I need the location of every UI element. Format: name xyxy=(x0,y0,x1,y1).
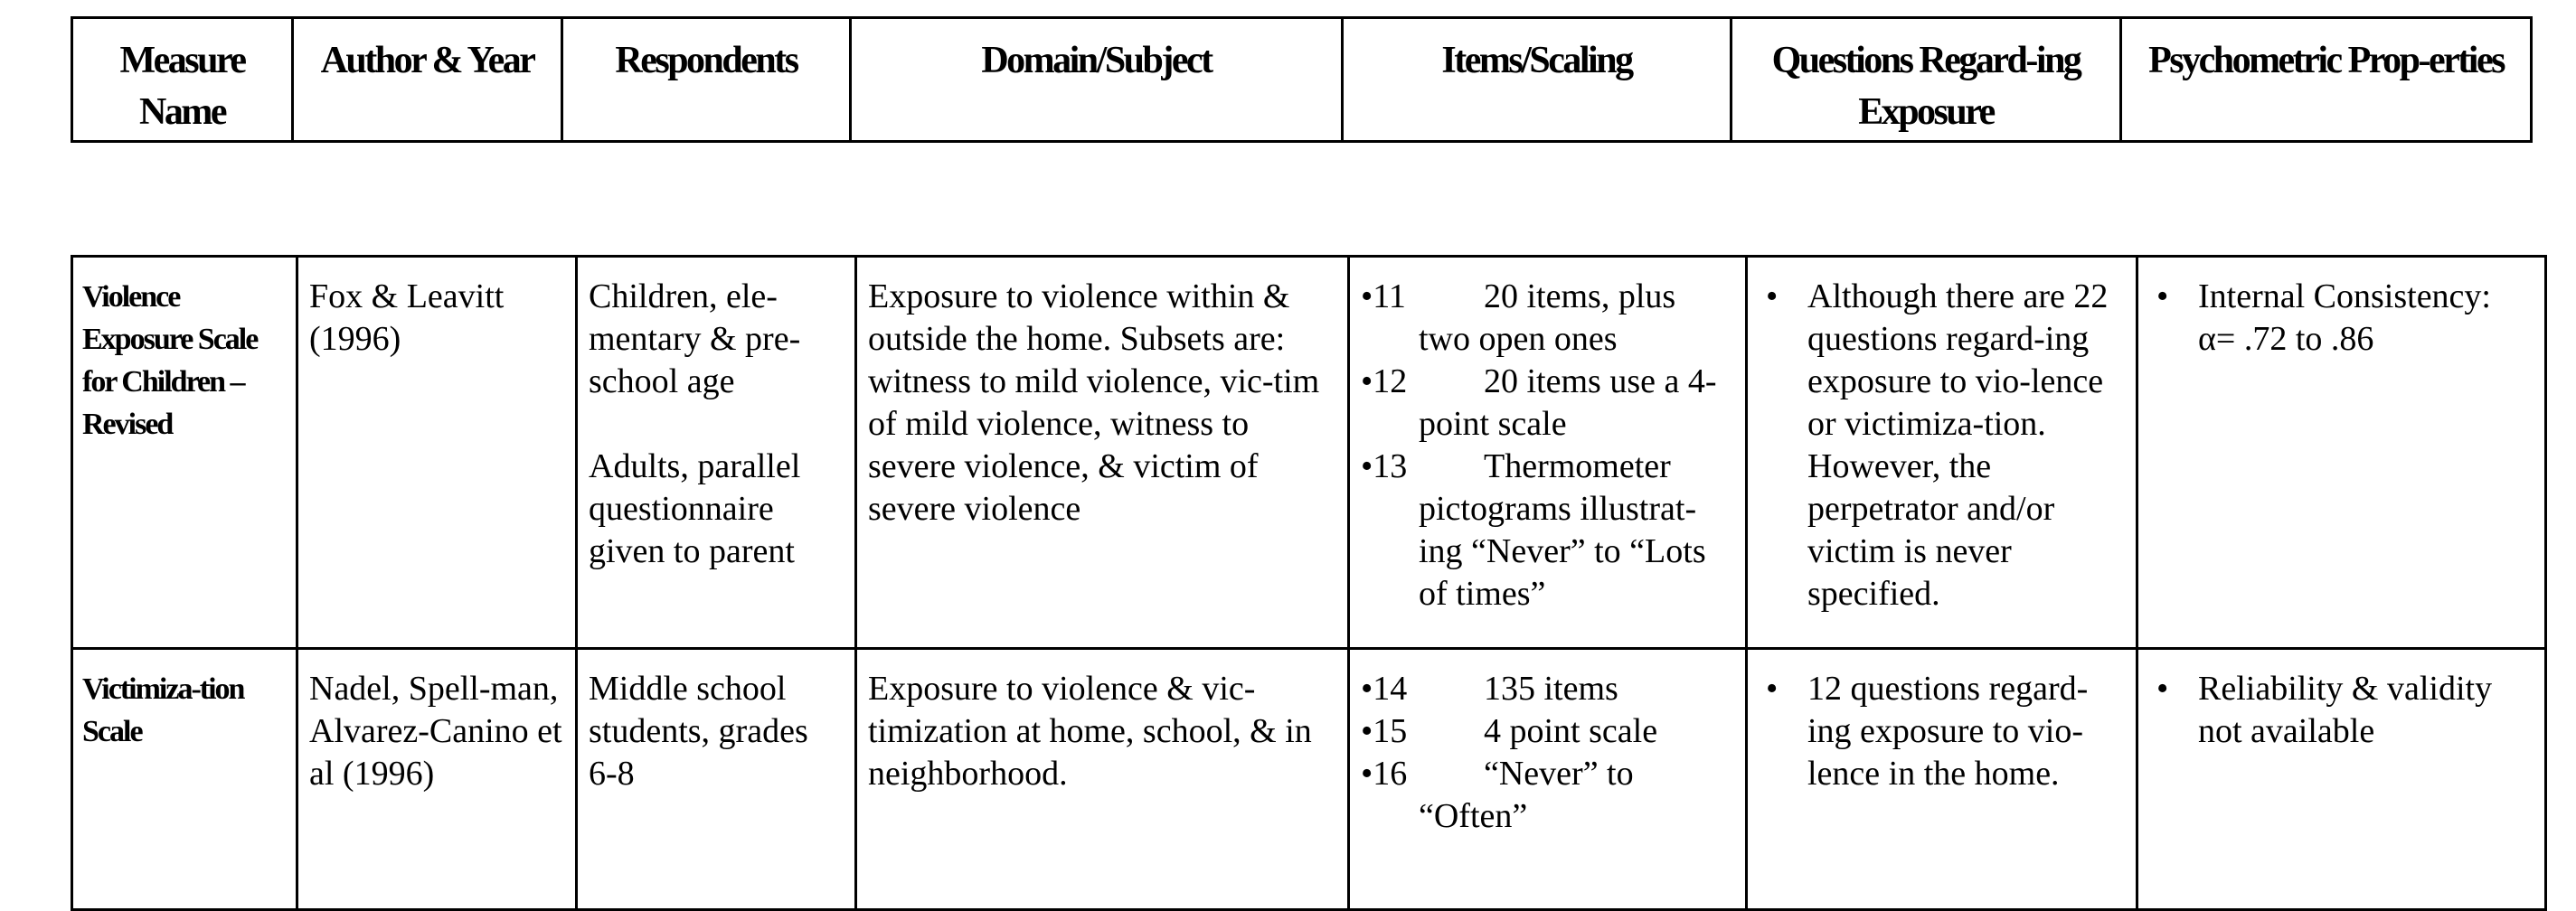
psychometric-properties xyxy=(2137,649,2546,910)
items-scaling xyxy=(1349,257,1747,649)
item-text: 20 items use a 4-point scale xyxy=(1419,362,1717,443)
item-number: •13 xyxy=(1361,447,1408,485)
list-item xyxy=(1361,753,1734,838)
bullet-icon: • xyxy=(2156,670,2169,708)
header-psychometric: Psychometric Prop-erties xyxy=(2121,18,2532,142)
respondent-group: Children, ele-mentary & pre-school age xyxy=(589,277,801,400)
bullet-icon: • xyxy=(1766,277,1779,315)
item-number: •16 xyxy=(1361,755,1408,793)
item-number: •15 xyxy=(1361,712,1408,750)
list-item xyxy=(1759,276,2125,615)
questions-exposure xyxy=(1747,257,2137,649)
column-header-table xyxy=(71,16,2533,143)
item-text: 4 point scale xyxy=(1484,712,1658,750)
header-questions-exposure: Questions Regard-ing Exposure xyxy=(1731,18,2121,142)
list-item xyxy=(2149,668,2534,753)
item-text: “Never” to “Often” xyxy=(1419,755,1634,835)
item-number: •11 xyxy=(1361,277,1406,315)
list-item xyxy=(1361,668,1734,710)
list-item xyxy=(1361,446,1734,615)
item-text: Although there are 22 questions regard-ing exposure to vio-lence or victimiza-tion. However, the perpetrator and/or victim is never specified. xyxy=(1807,277,2109,613)
item-text: Internal Consistency: α= .72 to .86 xyxy=(2198,277,2491,358)
measures-table xyxy=(71,255,2547,911)
author-year: Nadel, Spell-man, Alvarez-Canino et al (1996) xyxy=(297,649,577,910)
list-item xyxy=(1361,276,1734,361)
item-number: •14 xyxy=(1361,670,1408,708)
item-text: 135 items xyxy=(1484,670,1618,708)
measure-name: Victimiza-tion Scale xyxy=(72,649,297,910)
questions-exposure xyxy=(1747,649,2137,910)
list-item xyxy=(2149,276,2534,361)
respondent-group: Adults, parallel questionnaire given to parent xyxy=(589,447,801,570)
table-row xyxy=(72,649,2546,910)
header-author-year: Author & Year xyxy=(293,18,562,142)
list-item xyxy=(1361,710,1734,753)
respondents xyxy=(577,649,856,910)
item-text: Thermometer pictograms illustrat-ing “Never” to “Lots of times” xyxy=(1419,447,1706,613)
item-number: •12 xyxy=(1361,362,1408,400)
item-text: 20 items, plus two open ones xyxy=(1419,277,1676,358)
respondent-group: Middle school students, grades 6-8 xyxy=(589,670,808,793)
domain-subject: Exposure to violence within & outside the home. Subsets are: witness to mild violence, vic-tim of mild violence, witness to severe violence, & victim of severe violence xyxy=(856,257,1349,649)
header-respondents: Respondents xyxy=(562,18,851,142)
list-item xyxy=(1361,361,1734,446)
item-text: 12 questions regard-ing exposure to vio-lence in the home. xyxy=(1807,670,2089,793)
psychometric-properties xyxy=(2137,257,2546,649)
table-row xyxy=(72,257,2546,649)
domain-subject: Exposure to violence & vic-timization at home, school, & in neighborhood. xyxy=(856,649,1349,910)
bullet-icon: • xyxy=(1766,670,1779,708)
items-scaling xyxy=(1349,649,1747,910)
bullet-icon: • xyxy=(2156,277,2169,315)
item-text: Reliability & validity not available xyxy=(2198,670,2493,750)
list-item xyxy=(1759,668,2125,795)
header-measure-name: Measure Name xyxy=(72,18,293,142)
respondents xyxy=(577,257,856,649)
measure-name: Violence Exposure Scale for Children – Revised xyxy=(72,257,297,649)
header-items-scaling: Items/Scaling xyxy=(1343,18,1731,142)
author-year: Fox & Leavitt (1996) xyxy=(297,257,577,649)
header-domain-subject: Domain/Subject xyxy=(851,18,1343,142)
